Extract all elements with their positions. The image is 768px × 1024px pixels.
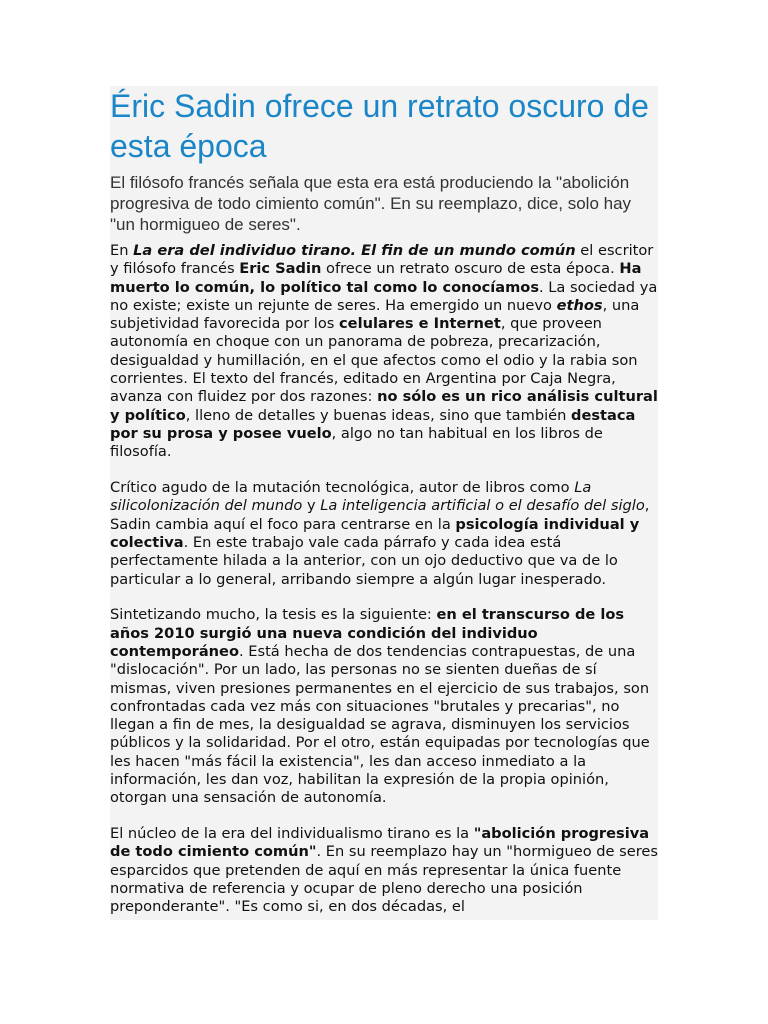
bold-phrase: psicología individual y colectiva xyxy=(110,515,640,551)
author-name: Eric Sadin xyxy=(239,260,322,278)
text-run: , algo no tan habitual en los libros de filosofía. xyxy=(110,424,603,461)
text-run: . La sociedad ya no existe; existe un rejunte de seres. Ha emergido un nuevo xyxy=(110,278,658,314)
book-title: La silicolonización del mundo xyxy=(110,479,592,515)
text-run: y xyxy=(302,497,321,515)
article-subtitle: El filósofo francés señala que esta era está produciendo la "abolición progresiva de todo cimiento común". En su reemplazo, dice, solo hay "un hormigueo de seres". xyxy=(110,173,632,234)
paragraph-2 xyxy=(110,479,658,589)
bold-phrase: en el transcurso de los años 2010 surgió una nueva condición del individuo contemporáneo xyxy=(110,606,625,660)
text-run: , que proveen autonomía en choque con un panorama de pobreza, precarización, desigualdad y humillación, en el que afectos como el odio y la rabia son corrientes. El texto del francés, editado en Argentina por Caja Negra, avanza con fluidez por dos razones: xyxy=(110,315,638,406)
bold-phrase: "abolición progresiva de todo cimiento común" xyxy=(110,825,650,861)
text-run: . En su reemplazo hay un "hormigueo de seres esparcidos que pretenden de aquí en más representar la única fuente normativa de referencia y ocupar de pleno derecho una posición preponderante". "Es como si, en dos décadas, el xyxy=(110,843,658,916)
bold-phrase: Ha muerto lo común, lo político tal como lo conocíamos xyxy=(110,260,642,296)
text-run: , una subjetividad favorecida por los xyxy=(110,296,640,333)
text-run: ofrece un retrato oscuro de esta época. xyxy=(321,260,620,278)
paragraph-1 xyxy=(110,242,658,462)
text-run: . En este trabajo vale cada párrafo y cada idea está perfectamente hilada a la anterior, con un ojo deductivo que va de lo particular a lo general, arribando siempre a algún lugar inesperado. xyxy=(110,533,618,588)
bold-phrase: destaca por su prosa y posee vuelo xyxy=(110,406,636,442)
text-run: Sintetizando mucho, la tesis es la siguiente: xyxy=(110,606,437,624)
ethos-term: ethos xyxy=(556,296,603,314)
text-run: el escritor y filósofo francés xyxy=(110,242,654,278)
text-run: El núcleo de la era del individualismo tirano es la xyxy=(110,825,474,843)
paragraph-4 xyxy=(110,825,658,916)
paragraph-3 xyxy=(110,606,658,807)
text-run: , lleno de detalles y buenas ideas, sino que también xyxy=(185,406,572,424)
bold-phrase: celulares e Internet xyxy=(339,315,501,333)
text-run: Crítico agudo de la mutación tecnológica, autor de libros como xyxy=(110,479,575,497)
book-title: La era del individuo tirano. El fin de un mundo común xyxy=(133,242,576,259)
text-run: En xyxy=(110,242,134,259)
text-run: , Sadin cambia aquí el foco para centrarse en la xyxy=(110,497,650,533)
article-title: Éric Sadin ofrece un retrato oscuro de esta época xyxy=(110,88,649,164)
bold-phrase: no sólo es un rico análisis cultural y político xyxy=(110,388,658,424)
article-panel xyxy=(110,86,658,920)
book-title: La inteligencia artificial o el desafío del siglo xyxy=(320,497,645,515)
text-run: . Está hecha de dos tendencias contrapuestas, de una "dislocación". Por un lado, las personas no se sienten dueñas de sí mismas, viven presiones permanentes en el ejercicio de sus trabajos, son confrontadas cada vez más con situaciones "brutales y precarias", no llegan a fin de mes, la desigualdad se agrava, disminuyen los servicios públicos y la solidaridad. Por el otro, están equipadas por tecnologías que les hacen "más fácil la existencia", les dan acceso inmediato a la información, les dan voz, habilitan la expresión de la propia opinión, otorgan una sensación de autonomía. xyxy=(110,642,650,807)
